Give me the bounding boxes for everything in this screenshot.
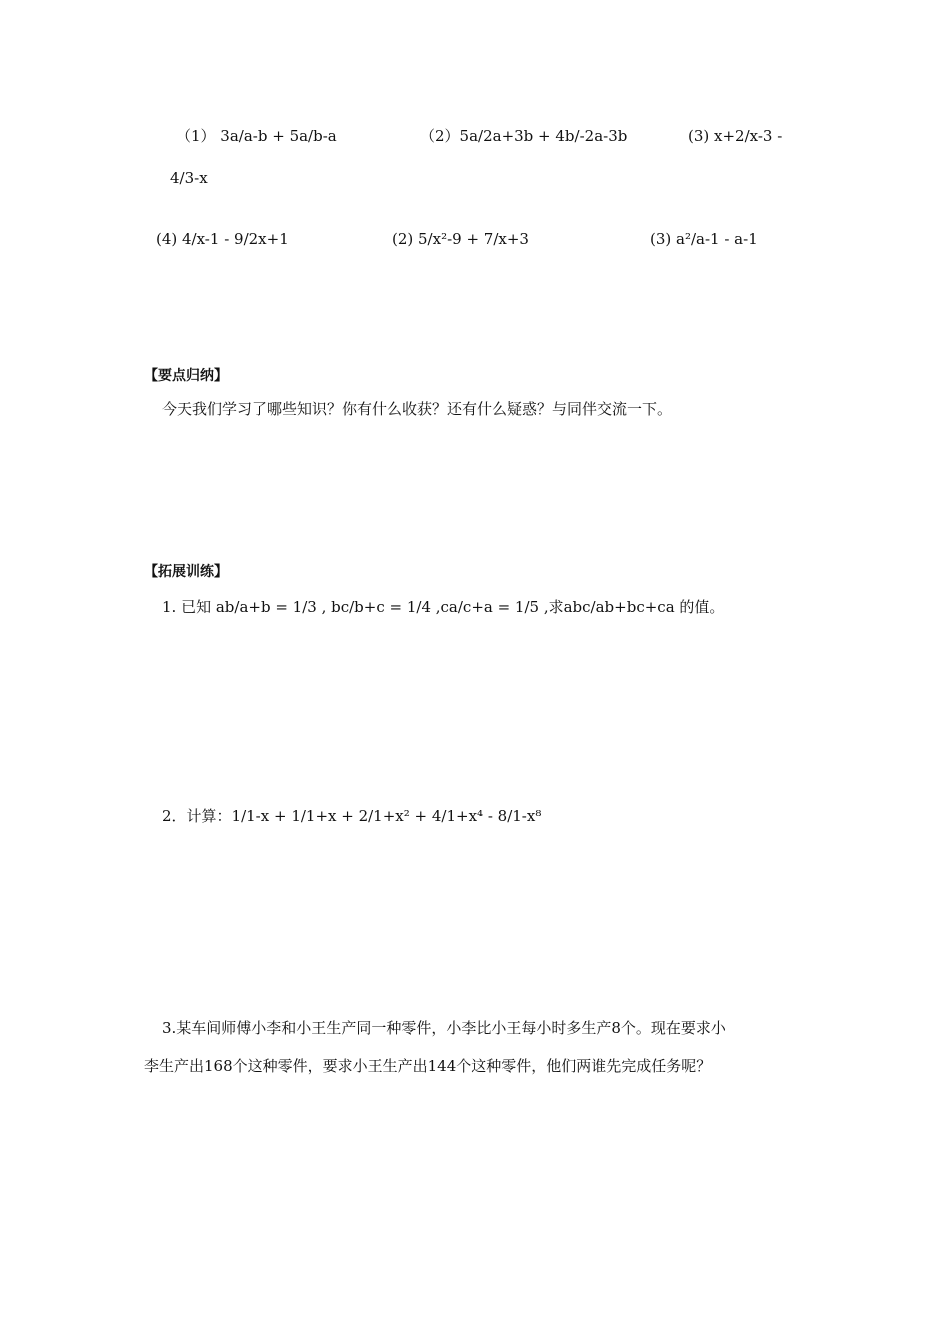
extension-problem-3-line-2: 李生产出168个这种零件，要求小王生产出144个这种零件，他们两谁先完成任务呢？	[144, 1057, 712, 1075]
exercise-1-3: (3) x+2/x-3 -	[688, 127, 783, 145]
summary-text: 今天我们学习了哪些知识？你有什么收获？还有什么疑惑？与同伴交流一下。	[162, 400, 673, 418]
extension-problem-1: 1. 已知 ab/a+b = 1/3 , bc/b+c = 1/4 ,ca/c+a = 1/5 ,求abc/ab+bc+ca 的值。	[162, 598, 725, 616]
exercise-1-3-continued: 4/3-x	[170, 169, 208, 187]
exercise-1-2: （2）5a/2a+3b + 4b/-2a-3b	[420, 127, 628, 145]
summary-heading: 【要点归纳】	[144, 368, 228, 384]
extension-heading: 【拓展训练】	[144, 564, 228, 580]
exercise-1-1: （1） 3a/a-b + 5a/b-a	[176, 127, 337, 145]
exercise-2-1: (4) 4/x-1 - 9/2x+1	[156, 230, 289, 248]
exercise-2-2: (2) 5/x²-9 + 7/x+3	[392, 230, 529, 248]
exercise-2-3: (3) a²/a-1 - a-1	[650, 230, 758, 248]
extension-problem-2: 2．计算：1/1-x + 1/1+x + 2/1+x² + 4/1+x⁴ - 8/1-x⁸	[162, 807, 542, 825]
extension-problem-3-line-1: 3.某车间师傅小李和小王生产同一种零件，小李比小王每小时多生产8个。现在要求小	[162, 1019, 726, 1037]
